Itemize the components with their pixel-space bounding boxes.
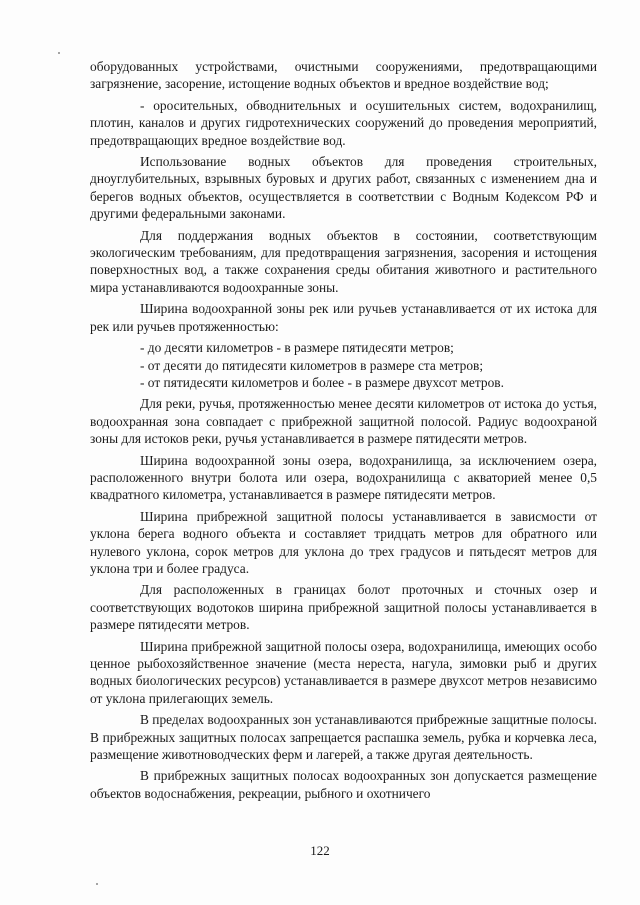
scan-speck	[58, 52, 60, 54]
paragraph: Использование водных объектов для проведения строительных, дноуглубительных, взрывных буровых и других работ, связанных с изменением дна и берегов водных объектов, осуществляется в соответствии с Водным Кодексом РФ и другими федеральными законами.	[90, 154, 597, 222]
paragraph: оборудованных устройствами, очистными сооружениями, предотвращающими загрязнение, засорение, истощение водных объектов и вредное воздействие вод;	[90, 59, 597, 92]
page-number: 122	[310, 843, 330, 858]
list-item: - до десяти километров - в размере пятидесяти метров;	[140, 340, 454, 356]
paragraph: Ширина водоохранной зоны рек или ручьев устанавливается от их истока для рек или ручьев протяженностью:	[90, 301, 597, 334]
paragraph: Ширина водоохранной зоны озера, водохранилища, за исключением озера, расположенного внутри болота или озера, водохранилища с акваторией менее 0,5 квадратного километра, устанавливается в размере пятидесяти метров.	[90, 452, 597, 503]
list-item: - от пятидесяти километров и более - в размере двухсот метров.	[140, 374, 504, 390]
paragraph: В пределах водоохранных зон устанавливаются прибрежные защитные полосы. В прибрежных защитных полосах запрещается распашка земель, рубка и корчевка леса, размещение животноводческих ферм и лагерей, а также другая деятельность.	[90, 712, 597, 763]
list-item: - от десяти до пятидесяти километров в размере ста метров;	[140, 357, 484, 373]
paragraph: Ширина прибрежной защитной полосы устанавливается в зависмости от уклона берега водного объекта и составляет тридцать метров для обратного или нулевого уклона, сорок метров для уклона до трех градусов и пятьдесят метров для уклона три и более градуса.	[90, 508, 597, 576]
document-body	[90, 58, 597, 806]
paragraph: - оросительных, обводнительных и осушительных систем, водохранилищ, плотин, каналов и других гидротехнических сооружений до проведения мероприятий, предотвращающих вредное воздействие вод.	[90, 97, 597, 148]
paragraph: В прибрежных защитных полосах водоохранных зон допускается размещение объектов водоснабжения, рекреации, рыбного и охотничего	[90, 768, 597, 801]
paragraph: Ширина прибрежной защитной полосы озера, водохранилища, имеющих особо ценное рыбохозяйственное значение (места нереста, нагула, зимовки рыб и других водных биологических ресурсов) устанавливается в размере двухсот метров независимо от уклона прилегающих земель.	[90, 638, 597, 706]
paragraph: Для расположенных в границах болот проточных и сточных озер и соответствующих водотоков ширина прибрежной защитной полосы устанавливается в размере пятидесяти метров.	[90, 582, 597, 633]
scan-speck	[96, 883, 98, 885]
paragraph: Для реки, ручья, протяженностью менее десяти километров от истока до устья, водоохранная зона совпадает с прибрежной защитной полосой. Радиус водоохраной зоны для истоков реки, ручья устанавливается в размере пятидесяти метров.	[90, 396, 597, 447]
paragraph: Для поддержания водных объектов в состоянии, соответствующим экологическим требованиям, для предотвращения загрязнения, засорения и истощения поверхностных вод, а также сохранения среды обитания животного и растительного мира устанавливаются водоохранные зоны.	[90, 227, 597, 295]
